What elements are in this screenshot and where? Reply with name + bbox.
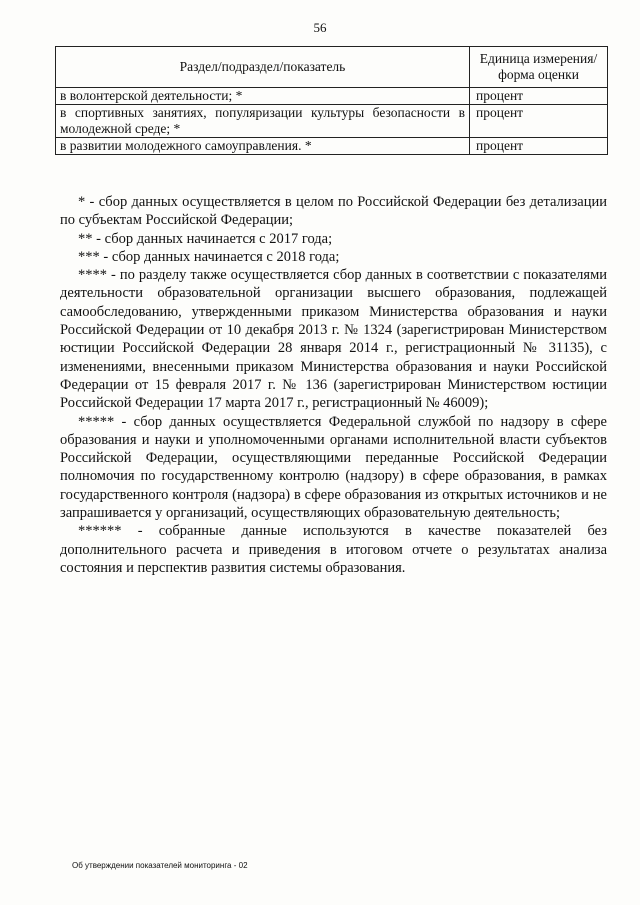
row-indicator: в спортивных занятиях, популяризации культуры безопасности в молодежной среде; *	[56, 105, 470, 138]
footnote: ***** - сбор данных осуществляется Федеральной службой по надзору в сфере образования и науки и уполномоченными органами исполнительной власти субъектов Российской Федерации, осуществляющими переданные Российской Федерации полномочия по государственному контролю (надзору) в сфере образования, в рамках государственного контроля (надзора) в сфере образования из открытых источников и не запрашивается у организаций, осуществляющих образовательную деятельность;	[60, 413, 607, 522]
row-unit: процент	[470, 105, 608, 138]
row-unit: процент	[470, 88, 608, 105]
footnote: ****** - собранные данные используются в качестве показателей без дополнительного расчета и приведения в итоговом отчете о результатах анализа состояния и перспектив развития системы образования.	[60, 523, 607, 576]
table-row	[56, 88, 608, 105]
footnote: * - сбор данных осуществляется в целом по Российской Федерации без детализации по субъектам Российской Федерации;	[60, 194, 607, 229]
row-indicator: в волонтерской деятельности; *	[56, 88, 470, 105]
footnote: ** - сбор данных начинается с 2017 года;	[78, 230, 333, 247]
footer-doc-ref: Об утверждении показателей мониторинга - 02	[72, 861, 248, 870]
footnotes	[60, 193, 607, 577]
header-unit: Единица измерения/ форма оценки	[470, 47, 608, 88]
row-unit: процент	[470, 138, 608, 155]
table-row	[56, 105, 608, 138]
header-indicator: Раздел/подраздел/показатель	[56, 47, 470, 88]
table-row	[56, 138, 608, 155]
footnote: *** - сбор данных начинается с 2018 года;	[78, 248, 340, 265]
row-indicator: в развитии молодежного самоуправления. *	[56, 138, 470, 155]
table-header-row	[56, 47, 608, 88]
page-number: 56	[313, 20, 327, 35]
indicators-table	[55, 46, 608, 155]
footnote: **** - по разделу также осуществляется сбор данных в соответствии с показателями деятельности образовательной организации высшего образования, подлежащей самообследованию, утвержденными приказом Министерства образования и науки Российской Федерации от 10 декабря 2013 г. № 1324 (зарегистрирован Министерством юстиции Российской Федерации 28 января 2014 г., регистрационный № 31135), с изменениями, внесенными приказом Министерства образования и науки Российской Федерации от 15 февраля 2017 г. № 136 (зарегистрирован Министерством юстиции Российской Федерации 17 марта 2017 г., регистрационный № 46009);	[60, 267, 607, 412]
